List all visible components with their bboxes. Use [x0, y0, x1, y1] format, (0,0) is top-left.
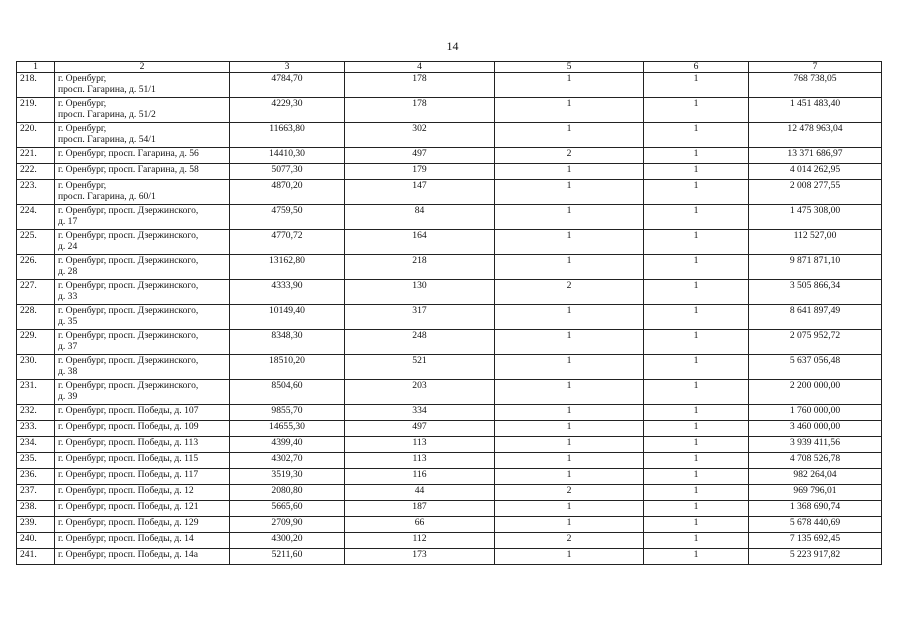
- address-cell: [55, 501, 230, 517]
- column-6-cell: 1: [644, 330, 749, 355]
- column-6-cell: 1: [644, 549, 749, 565]
- address-line: г. Оренбург, просп. Дзержинского,: [58, 380, 199, 391]
- column-4-cell: 187: [345, 501, 495, 517]
- column-7-cell: 4 014 262,95: [749, 164, 882, 180]
- column-3-cell: 3519,30: [230, 469, 345, 485]
- column-5-cell: 1: [495, 549, 644, 565]
- table-row: [17, 280, 882, 305]
- table-row: [17, 405, 882, 421]
- column-6-cell: 1: [644, 148, 749, 164]
- column-5-cell: 1: [495, 230, 644, 255]
- page-number: 14: [446, 39, 459, 53]
- row-number-cell: 222.: [17, 164, 55, 180]
- column-3-cell: 2080,80: [230, 485, 345, 501]
- row-number-cell: 218.: [17, 73, 55, 98]
- column-7-cell: 8 641 897,49: [749, 305, 882, 330]
- row-number-cell: 227.: [17, 280, 55, 305]
- address-line: г. Оренбург, просп. Победы, д. 14: [58, 533, 194, 544]
- column-6-cell: 1: [644, 533, 749, 549]
- row-number-cell: 228.: [17, 305, 55, 330]
- column-7-cell: 7 135 692,45: [749, 533, 882, 549]
- column-7-cell: 3 505 866,34: [749, 280, 882, 305]
- column-6-cell: 1: [644, 280, 749, 305]
- column-header-1: 1: [17, 62, 55, 73]
- column-3-cell: 4399,40: [230, 437, 345, 453]
- column-3-cell: 4770,72: [230, 230, 345, 255]
- row-number-cell: 237.: [17, 485, 55, 501]
- column-7-cell: 4 708 526,78: [749, 453, 882, 469]
- column-3-cell: 4784,70: [230, 73, 345, 98]
- column-5-cell: 1: [495, 517, 644, 533]
- column-6-cell: 1: [644, 98, 749, 123]
- address-cell: [55, 549, 230, 565]
- address-cell: [55, 280, 230, 305]
- column-6-cell: 1: [644, 485, 749, 501]
- column-7-cell: 5 223 917,82: [749, 549, 882, 565]
- address-line: просп. Гагарина, д. 51/2: [58, 109, 156, 120]
- address-cell: [55, 380, 230, 405]
- column-5-cell: 2: [495, 280, 644, 305]
- column-6-cell: 1: [644, 255, 749, 280]
- address-cell: [55, 305, 230, 330]
- address-line: д. 35: [58, 316, 78, 327]
- row-number-cell: 238.: [17, 501, 55, 517]
- row-number-cell: 230.: [17, 355, 55, 380]
- column-7-cell: 3 939 411,56: [749, 437, 882, 453]
- column-3-cell: 5211,60: [230, 549, 345, 565]
- row-number-cell: 241.: [17, 549, 55, 565]
- column-header-5: 5: [495, 62, 644, 73]
- column-4-cell: 179: [345, 164, 495, 180]
- address-line: г. Оренбург, просп. Дзержинского,: [58, 355, 199, 366]
- address-cell: [55, 148, 230, 164]
- column-4-cell: 248: [345, 330, 495, 355]
- address-cell: [55, 469, 230, 485]
- row-number-cell: 240.: [17, 533, 55, 549]
- column-3-cell: 4759,50: [230, 205, 345, 230]
- column-7-cell: 1 475 308,00: [749, 205, 882, 230]
- address-line: г. Оренбург, просп. Победы, д. 107: [58, 405, 199, 416]
- column-header-4: 4: [345, 62, 495, 73]
- column-4-cell: 302: [345, 123, 495, 148]
- column-5-cell: 1: [495, 330, 644, 355]
- column-6-cell: 1: [644, 355, 749, 380]
- address-line: д. 39: [58, 391, 78, 402]
- address-cell: [55, 73, 230, 98]
- column-3-cell: 4333,90: [230, 280, 345, 305]
- column-6-cell: 1: [644, 205, 749, 230]
- table-row: [17, 330, 882, 355]
- address-line: г. Оренбург, просп. Победы, д. 121: [58, 501, 199, 512]
- table-row: [17, 164, 882, 180]
- column-3-cell: 4302,70: [230, 453, 345, 469]
- column-header-2: 2: [55, 62, 230, 73]
- column-5-cell: 1: [495, 73, 644, 98]
- column-7-cell: 1 368 690,74: [749, 501, 882, 517]
- address-cell: [55, 123, 230, 148]
- row-number-cell: 220.: [17, 123, 55, 148]
- column-5-cell: 1: [495, 405, 644, 421]
- address-line: д. 24: [58, 241, 78, 252]
- column-6-cell: 1: [644, 501, 749, 517]
- column-5-cell: 1: [495, 305, 644, 330]
- column-3-cell: 11663,80: [230, 123, 345, 148]
- column-7-cell: 12 478 963,04: [749, 123, 882, 148]
- table-row: [17, 549, 882, 565]
- address-line: г. Оренбург, просп. Дзержинского,: [58, 255, 199, 266]
- column-7-cell: 982 264,04: [749, 469, 882, 485]
- address-line: г. Оренбург, просп. Победы, д. 115: [58, 453, 199, 464]
- table-row: [17, 98, 882, 123]
- column-5-cell: 1: [495, 421, 644, 437]
- column-4-cell: 113: [345, 437, 495, 453]
- column-5-cell: 1: [495, 437, 644, 453]
- column-4-cell: 147: [345, 180, 495, 205]
- column-5-cell: 1: [495, 123, 644, 148]
- address-line: г. Оренбург, просп. Победы, д. 117: [58, 469, 199, 480]
- housing-registry-table: [16, 61, 882, 565]
- address-line: г. Оренбург,: [58, 98, 107, 109]
- table-row: [17, 355, 882, 380]
- row-number-cell: 236.: [17, 469, 55, 485]
- column-5-cell: 1: [495, 380, 644, 405]
- address-line: г. Оренбург, просп. Победы, д. 129: [58, 517, 199, 528]
- address-line: д. 37: [58, 341, 78, 352]
- column-6-cell: 1: [644, 180, 749, 205]
- table-row: [17, 517, 882, 533]
- column-4-cell: 178: [345, 98, 495, 123]
- column-6-cell: 1: [644, 405, 749, 421]
- table-row: [17, 73, 882, 98]
- address-cell: [55, 517, 230, 533]
- table-row: [17, 380, 882, 405]
- column-6-cell: 1: [644, 469, 749, 485]
- address-line: д. 28: [58, 266, 78, 277]
- column-6-cell: 1: [644, 230, 749, 255]
- address-line: г. Оренбург, просп. Дзержинского,: [58, 330, 199, 341]
- column-6-cell: 1: [644, 380, 749, 405]
- address-line: просп. Гагарина, д. 51/1: [58, 84, 156, 95]
- row-number-cell: 233.: [17, 421, 55, 437]
- table-row: [17, 437, 882, 453]
- column-4-cell: 66: [345, 517, 495, 533]
- address-line: д. 17: [58, 216, 78, 227]
- column-5-cell: 2: [495, 485, 644, 501]
- address-cell: [55, 453, 230, 469]
- column-4-cell: 130: [345, 280, 495, 305]
- address-cell: [55, 355, 230, 380]
- address-cell: [55, 205, 230, 230]
- column-4-cell: 178: [345, 73, 495, 98]
- column-4-cell: 521: [345, 355, 495, 380]
- column-6-cell: 1: [644, 73, 749, 98]
- column-7-cell: 9 871 871,10: [749, 255, 882, 280]
- table-header-row: [17, 62, 882, 73]
- address-cell: [55, 533, 230, 549]
- column-5-cell: 2: [495, 533, 644, 549]
- row-number-cell: 234.: [17, 437, 55, 453]
- table-row: [17, 533, 882, 549]
- address-line: г. Оренбург, просп. Дзержинского,: [58, 305, 199, 316]
- column-7-cell: 5 678 440,69: [749, 517, 882, 533]
- column-5-cell: 1: [495, 205, 644, 230]
- column-7-cell: 1 760 000,00: [749, 405, 882, 421]
- column-4-cell: 334: [345, 405, 495, 421]
- row-number-cell: 239.: [17, 517, 55, 533]
- table-row: [17, 205, 882, 230]
- table-row: [17, 255, 882, 280]
- column-5-cell: 1: [495, 180, 644, 205]
- column-3-cell: 8348,30: [230, 330, 345, 355]
- column-5-cell: 1: [495, 355, 644, 380]
- column-5-cell: 1: [495, 164, 644, 180]
- address-line: г. Оренбург, просп. Гагарина, д. 58: [58, 164, 199, 175]
- column-3-cell: 4229,30: [230, 98, 345, 123]
- column-4-cell: 116: [345, 469, 495, 485]
- row-number-cell: 235.: [17, 453, 55, 469]
- row-number-cell: 223.: [17, 180, 55, 205]
- column-4-cell: 497: [345, 148, 495, 164]
- address-line: просп. Гагарина, д. 60/1: [58, 191, 156, 202]
- table-row: [17, 501, 882, 517]
- row-number-cell: 221.: [17, 148, 55, 164]
- address-line: г. Оренбург, просп. Дзержинского,: [58, 205, 199, 216]
- column-4-cell: 84: [345, 205, 495, 230]
- row-number-cell: 224.: [17, 205, 55, 230]
- column-7-cell: 969 796,01: [749, 485, 882, 501]
- row-number-cell: 225.: [17, 230, 55, 255]
- column-7-cell: 112 527,00: [749, 230, 882, 255]
- address-cell: [55, 98, 230, 123]
- address-line: г. Оренбург, просп. Победы, д. 113: [58, 437, 199, 448]
- column-7-cell: 2 008 277,55: [749, 180, 882, 205]
- column-5-cell: 1: [495, 453, 644, 469]
- address-cell: [55, 405, 230, 421]
- row-number-cell: 231.: [17, 380, 55, 405]
- column-7-cell: 3 460 000,00: [749, 421, 882, 437]
- column-6-cell: 1: [644, 517, 749, 533]
- column-7-cell: 768 738,05: [749, 73, 882, 98]
- address-line: д. 38: [58, 366, 78, 377]
- column-header-3: 3: [230, 62, 345, 73]
- column-3-cell: 14655,30: [230, 421, 345, 437]
- column-4-cell: 112: [345, 533, 495, 549]
- address-cell: [55, 330, 230, 355]
- table-row: [17, 180, 882, 205]
- column-7-cell: 5 637 056,48: [749, 355, 882, 380]
- column-5-cell: 2: [495, 148, 644, 164]
- table-row: [17, 305, 882, 330]
- column-4-cell: 218: [345, 255, 495, 280]
- column-header-6: 6: [644, 62, 749, 73]
- address-cell: [55, 255, 230, 280]
- table-row: [17, 421, 882, 437]
- column-4-cell: 44: [345, 485, 495, 501]
- column-4-cell: 173: [345, 549, 495, 565]
- row-number-cell: 229.: [17, 330, 55, 355]
- table-row: [17, 469, 882, 485]
- address-line: г. Оренбург, просп. Победы, д. 14а: [58, 549, 198, 560]
- table-row: [17, 123, 882, 148]
- column-3-cell: 4300,20: [230, 533, 345, 549]
- column-6-cell: 1: [644, 453, 749, 469]
- column-6-cell: 1: [644, 421, 749, 437]
- column-5-cell: 1: [495, 501, 644, 517]
- address-line: г. Оренбург, просп. Дзержинского,: [58, 280, 199, 291]
- address-cell: [55, 437, 230, 453]
- column-7-cell: 2 075 952,72: [749, 330, 882, 355]
- row-number-cell: 219.: [17, 98, 55, 123]
- address-line: г. Оренбург,: [58, 123, 107, 134]
- column-5-cell: 1: [495, 255, 644, 280]
- column-6-cell: 1: [644, 305, 749, 330]
- address-cell: [55, 485, 230, 501]
- address-line: г. Оренбург, просп. Гагарина, д. 56: [58, 148, 199, 159]
- column-header-7: 7: [749, 62, 882, 73]
- address-cell: [55, 180, 230, 205]
- column-6-cell: 1: [644, 123, 749, 148]
- address-line: г. Оренбург, просп. Дзержинского,: [58, 230, 199, 241]
- column-7-cell: 2 200 000,00: [749, 380, 882, 405]
- row-number-cell: 226.: [17, 255, 55, 280]
- column-6-cell: 1: [644, 164, 749, 180]
- column-7-cell: 1 451 483,40: [749, 98, 882, 123]
- address-line: г. Оренбург,: [58, 180, 107, 191]
- column-4-cell: 113: [345, 453, 495, 469]
- column-3-cell: 14410,30: [230, 148, 345, 164]
- column-3-cell: 8504,60: [230, 380, 345, 405]
- column-7-cell: 13 371 686,97: [749, 148, 882, 164]
- column-5-cell: 1: [495, 469, 644, 485]
- column-5-cell: 1: [495, 98, 644, 123]
- address-cell: [55, 164, 230, 180]
- column-3-cell: 5665,60: [230, 501, 345, 517]
- address-line: г. Оренбург,: [58, 73, 107, 84]
- column-3-cell: 9855,70: [230, 405, 345, 421]
- column-3-cell: 18510,20: [230, 355, 345, 380]
- address-line: просп. Гагарина, д. 54/1: [58, 134, 156, 145]
- row-number-cell: 232.: [17, 405, 55, 421]
- address-line: д. 33: [58, 291, 78, 302]
- column-4-cell: 164: [345, 230, 495, 255]
- table-row: [17, 453, 882, 469]
- column-4-cell: 317: [345, 305, 495, 330]
- column-4-cell: 497: [345, 421, 495, 437]
- column-3-cell: 2709,90: [230, 517, 345, 533]
- address-line: г. Оренбург, просп. Победы, д. 109: [58, 421, 199, 432]
- column-4-cell: 203: [345, 380, 495, 405]
- table-row: [17, 148, 882, 164]
- table-row: [17, 230, 882, 255]
- column-3-cell: 5077,30: [230, 164, 345, 180]
- column-3-cell: 13162,80: [230, 255, 345, 280]
- column-6-cell: 1: [644, 437, 749, 453]
- column-3-cell: 10149,40: [230, 305, 345, 330]
- table-row: [17, 485, 882, 501]
- address-cell: [55, 230, 230, 255]
- address-cell: [55, 421, 230, 437]
- address-line: г. Оренбург, просп. Победы, д. 12: [58, 485, 194, 496]
- column-3-cell: 4870,20: [230, 180, 345, 205]
